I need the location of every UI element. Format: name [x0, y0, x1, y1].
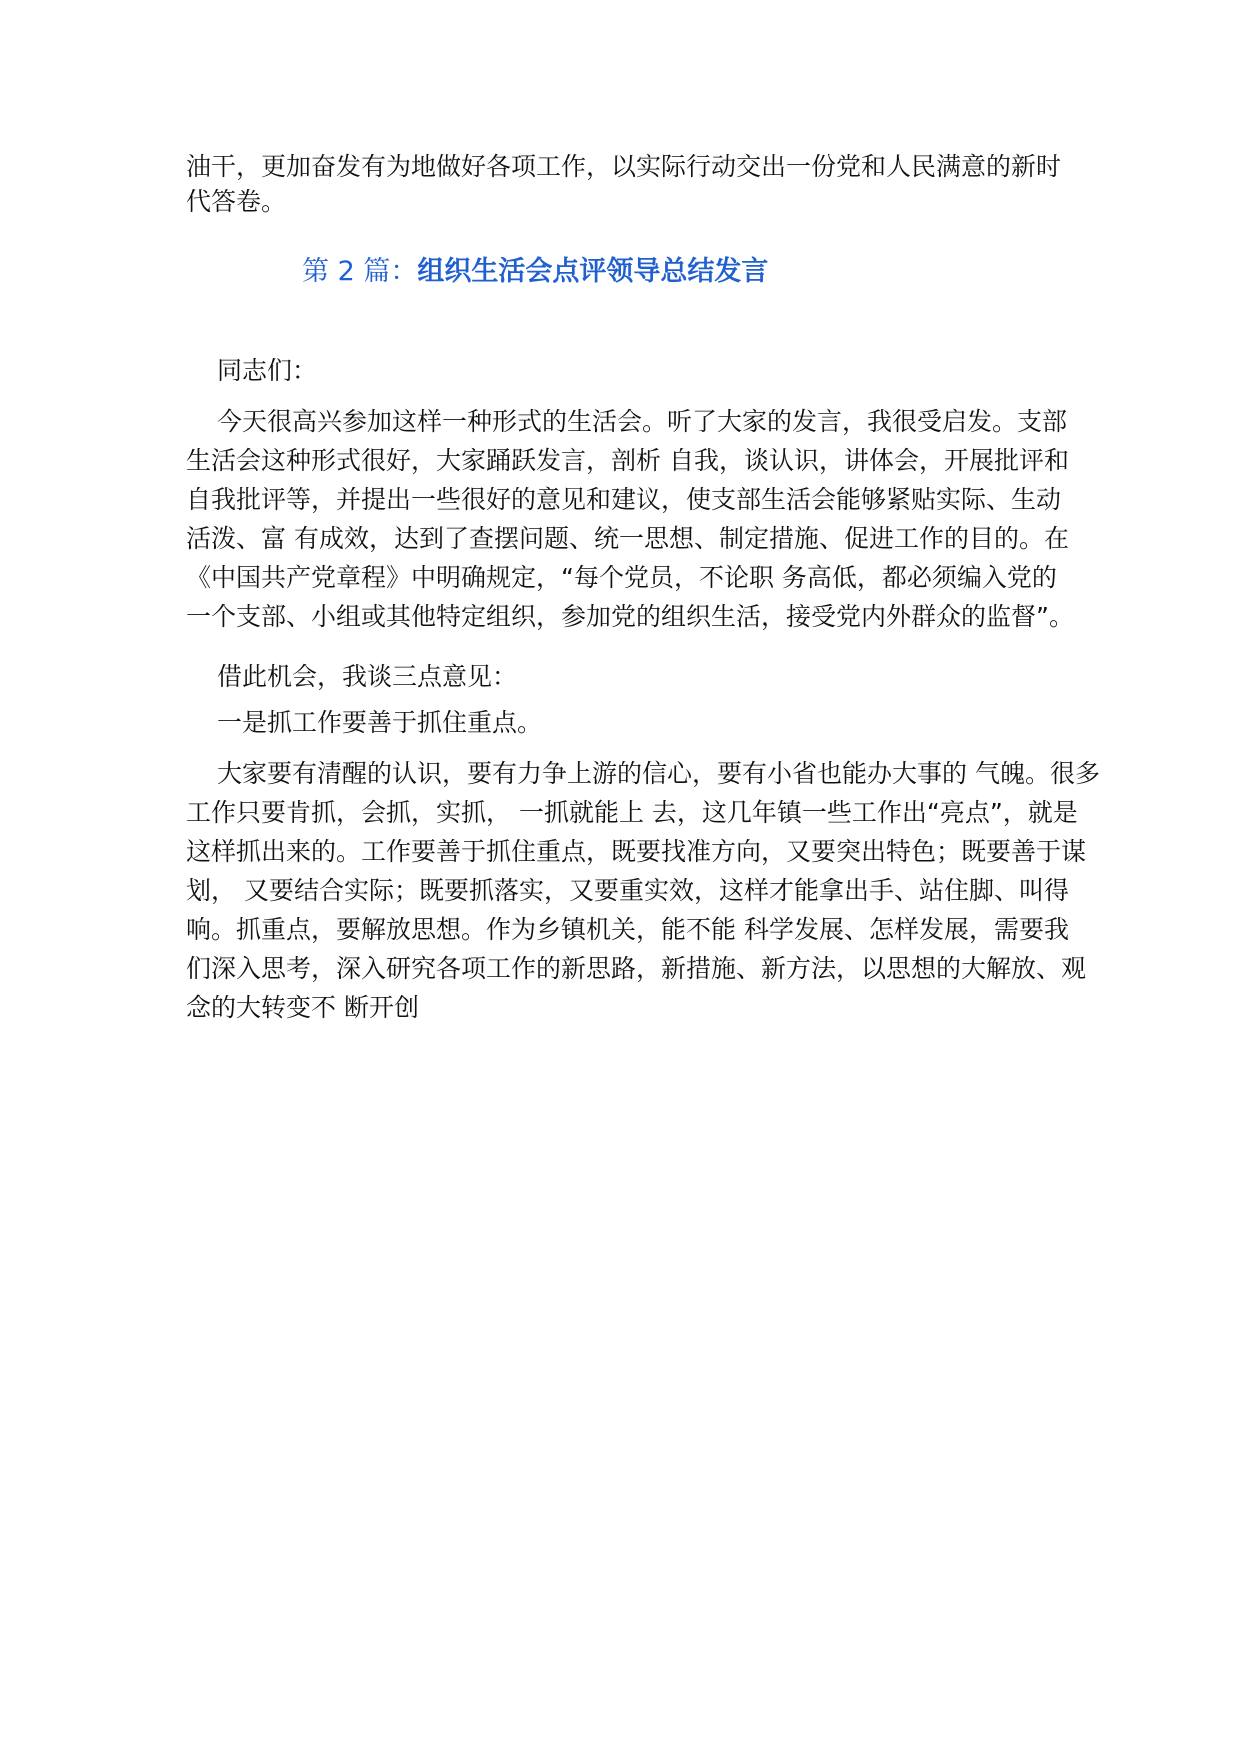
para1-line-2: 生活会这种形式很好，大家踊跃发言，剖析 自我，谈认识，讲体会，开展批评和 [186, 446, 1069, 475]
para1-line-5: 《中国共产党章程》中明确规定，“每个党员，不论职 务高低，都必须编入党的 [186, 563, 1057, 592]
section-heading [302, 252, 768, 292]
para4-line-3: 这样抓出来的。工作要善于抓住重点，既要找准方向，又要突出特色；既要善于谋 [186, 837, 1087, 866]
intro-line-1: 油干，更加奋发有为地做好各项工作，以实际行动交出一份党和人民满意的新时 [186, 152, 1062, 181]
para4-line-2: 工作只要肯抓，会抓，实抓， 一抓就能上 去，这几年镇一些工作出“亮点”，就是 [186, 798, 1078, 827]
heading-title: 组织生活会点评领导总结发言 [417, 256, 769, 287]
para4-line-1: 大家要有清醒的认识，要有力争上游的信心，要有小省也能办大事的 气魄。很多 [217, 759, 1100, 788]
para2: 借此机会，我谈三点意见： [217, 662, 518, 691]
para4-line-7: 念的大转变不 断开创 [186, 993, 419, 1022]
para1-line-1: 今天很高兴参加这样一种形式的生活会。听了大家的发言，我很受启发。支部 [217, 407, 1068, 436]
para4-line-4: 划， 又要结合实际；既要抓落实，又要重实效，这样才能拿出手、站住脚、叫得 [186, 876, 1069, 905]
para4-line-5: 响。抓重点，要解放思想。作为乡镇机关，能不能 科学发展、怎样发展，需要我 [186, 915, 1069, 944]
heading-prefix: 第 2 篇： [302, 256, 418, 287]
para1-line-6: 一个支部、小组或其他特定组织，参加党的组织生活，接受党内外群众的监督”。 [186, 602, 1074, 631]
para1-line-3: 自我批评等，并提出一些很好的意见和建议，使支部生活会能够紧贴实际、生动 [186, 485, 1062, 514]
salutation: 同志们： [217, 356, 318, 385]
para1-line-4: 活泼、富 有成效，达到了查摆问题、统一思想、制定措施、促进工作的目的。在 [186, 524, 1069, 553]
intro-line-2: 代答卷。 [186, 187, 287, 216]
para3: 一是抓工作要善于抓住重点。 [217, 708, 543, 737]
para4-line-6: 们深入思考，深入研究各项工作的新思路，新措施、新方法，以思想的大解放、观 [186, 954, 1087, 983]
